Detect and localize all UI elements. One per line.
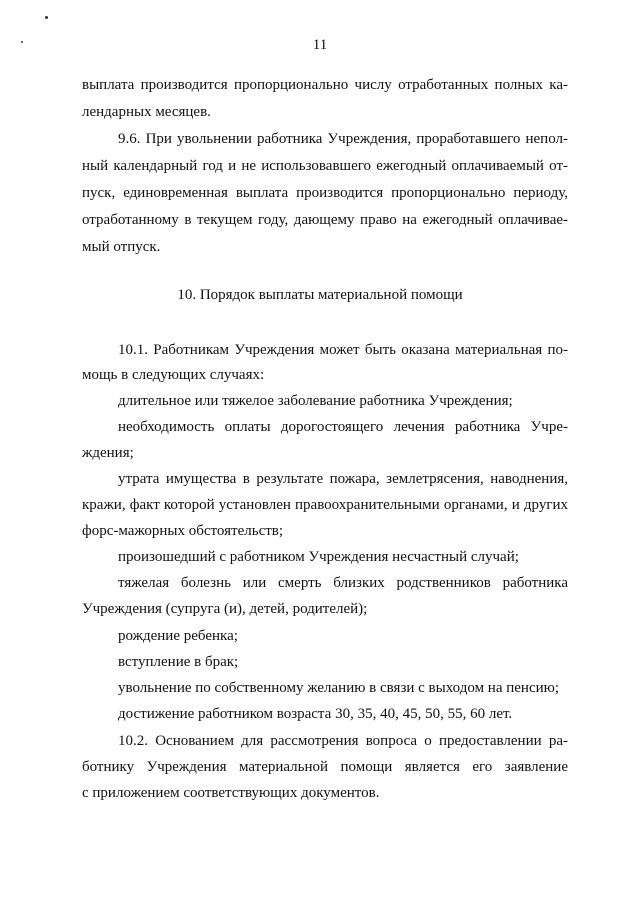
text-line: 10.1. Работникам Учреждения может быть оказана материальная по- bbox=[118, 342, 568, 358]
text-line: выплата производится пропорционально числу отработанных полных ка- bbox=[82, 77, 568, 93]
text-line: мый отпуск. bbox=[82, 239, 161, 255]
text-line: ботнику Учреждения материальной помощи является его заявление bbox=[82, 759, 568, 775]
text-line: пуск, единовременная выплата производится пропорционально периоду, bbox=[82, 185, 568, 201]
text-line: ный календарный год и не использовавшего ежегодный оплачиваемый от- bbox=[82, 158, 568, 174]
list-item: необходимость оплаты дорогостоящего лечения работника Учре- bbox=[118, 419, 568, 435]
list-item: произошедший с работником Учреждения несчастный случай; bbox=[118, 549, 519, 565]
list-item: достижение работником возраста 30, 35, 40, 45, 50, 55, 60 лет. bbox=[118, 706, 513, 722]
text-line: Учреждения (супруга (и), детей, родителей); bbox=[82, 601, 368, 617]
list-item: увольнение по собственному желанию в связи с выходом на пенсию; bbox=[118, 680, 560, 696]
text-line: мощь в следующих случаях: bbox=[82, 367, 265, 383]
list-item: утрата имущества в результате пожара, землетрясения, наводнения, bbox=[118, 471, 568, 487]
page-number: 11 bbox=[312, 37, 328, 53]
text-line: кражи, факт которой установлен правоохранительными органами, и других bbox=[82, 497, 568, 513]
text-line: 10.2. Основанием для рассмотрения вопроса о предоставлении ра- bbox=[118, 733, 568, 749]
list-item: рождение ребенка; bbox=[118, 628, 238, 644]
text-line: ждения; bbox=[82, 445, 134, 461]
list-item: вступление в брак; bbox=[118, 654, 239, 670]
text-line: отработанному в текущем году, дающему право на ежегодный оплачивае- bbox=[82, 212, 568, 228]
text-line: 9.6. При увольнении работника Учреждения, проработавшего непол- bbox=[118, 131, 568, 147]
text-line: с приложением соответствующих документов. bbox=[82, 785, 380, 801]
list-item: тяжелая болезнь или смерть близких родственников работника bbox=[118, 575, 568, 591]
text-line: форс-мажорных обстоятельств; bbox=[82, 523, 284, 539]
section-heading: 10. Порядок выплаты материальной помощи bbox=[177, 287, 463, 303]
list-item: длительное или тяжелое заболевание работника Учреждения; bbox=[118, 393, 513, 409]
scan-speck bbox=[45, 16, 48, 19]
text-line: лендарных месяцев. bbox=[82, 104, 211, 120]
